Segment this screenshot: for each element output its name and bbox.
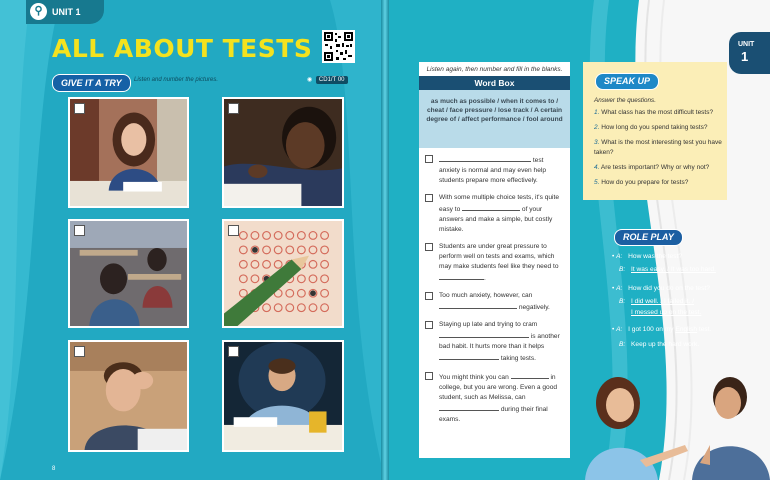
speak-question-2: 2. How long do you spend taking tests? <box>594 124 708 131</box>
picture-checkbox[interactable] <box>74 346 85 357</box>
picture-checkbox[interactable] <box>228 346 239 357</box>
photo-girl-writing <box>70 99 187 206</box>
give-it-a-try-instruction: Listen and number the pictures. <box>134 77 219 83</box>
question-text: What is the most interesting test you have taken? <box>594 139 722 156</box>
item-text: in college, but you are wrong. Even a good student, such as Melissa, can <box>439 374 558 401</box>
photo-student-writing <box>224 99 342 206</box>
line-text: It was easy. / It was too hard. <box>631 266 716 273</box>
item-text: negatively. <box>517 304 550 311</box>
fill-item-3 <box>425 242 566 284</box>
listening-instruction: Listen again, then number and fill in the blanks. <box>426 66 563 73</box>
picture-girl-writing-test <box>68 97 189 208</box>
item-checkbox[interactable] <box>425 321 433 329</box>
book-gutter <box>381 0 389 480</box>
answer-blank[interactable] <box>462 203 520 211</box>
answer-blank[interactable] <box>439 272 484 280</box>
question-text: How do you prepare for tests? <box>601 179 689 186</box>
picture-classroom-students <box>68 219 189 328</box>
speaker-label: B: <box>619 298 626 305</box>
picture-answer-sheet-pencil <box>222 219 344 328</box>
unit-side-word: UNIT <box>738 41 755 48</box>
line-text: How did you do on the test? <box>628 285 710 292</box>
question-text: How long do you spend taking tests? <box>601 124 708 131</box>
answer-blank[interactable] <box>439 154 531 162</box>
fill-item-6 <box>425 371 566 425</box>
answer-blank[interactable] <box>439 352 499 360</box>
item-text: test anxiety is normal and may even help students prepare more effectively. <box>439 157 547 184</box>
audio-track-label: CD1/T 00 <box>316 76 348 84</box>
speak-up-badge: SPEAK UP <box>595 73 659 90</box>
picture-student-writing-closeup <box>222 97 344 208</box>
speak-up-box <box>583 62 727 200</box>
item-checkbox[interactable] <box>425 194 433 202</box>
role-line-1: • A: How was the test? <box>612 253 683 260</box>
role-line-5 <box>631 308 701 318</box>
picture-checkbox[interactable] <box>228 225 239 236</box>
qr-code-icon[interactable] <box>322 30 355 63</box>
item-text: taking tests. <box>499 355 537 362</box>
fill-item-5 <box>425 320 566 364</box>
question-text: What class has the most difficult tests? <box>601 109 714 116</box>
line-text: I got 100 on my <box>628 326 676 333</box>
fill-item-4 <box>425 291 566 313</box>
line-text: I messed up on the test. <box>631 309 702 316</box>
photo-two-students-talking <box>580 365 770 480</box>
unit-side-tab <box>729 32 770 74</box>
role-line-4 <box>619 297 694 307</box>
speak-question-4: 4. Are tests important? Why or why not? <box>594 164 710 171</box>
picture-tired-student-books <box>222 340 344 452</box>
speaker-label: A: <box>616 326 623 333</box>
photo-stressed-boy <box>70 342 187 450</box>
speaker-label: B: <box>619 266 626 273</box>
unit-tab <box>26 0 104 24</box>
item-text: Students are under great pressure to perform well on tests and exams, which may make students feel like they need to <box>439 243 559 270</box>
item-text: is another bad habit. It hurts more than it helps <box>439 333 560 350</box>
fill-item-1 <box>425 154 566 186</box>
item-text: during their final exams. <box>439 406 548 423</box>
fill-in-items <box>425 154 566 432</box>
role-play-badge: ROLE PLAY <box>614 229 683 246</box>
answer-blank[interactable] <box>439 301 517 309</box>
photo-answer-sheet <box>224 221 342 326</box>
item-text: of your answers and make a simple, but costly mistake. <box>439 206 553 233</box>
role-line-7 <box>619 340 699 350</box>
speak-question-5: 5. How do you prepare for tests? <box>594 179 689 186</box>
headphones-icon: ◉ <box>307 77 313 83</box>
page-number: 8 <box>52 466 56 472</box>
item-text: . <box>484 275 486 282</box>
picture-checkbox[interactable] <box>228 103 239 114</box>
question-text: Are tests important? Why or why not? <box>600 164 710 171</box>
picture-checkbox[interactable] <box>74 225 85 236</box>
role-line-2 <box>619 265 716 275</box>
picture-checkbox[interactable] <box>74 103 85 114</box>
speaker-label: B: <box>619 341 626 348</box>
line-text: How was the test? <box>628 253 683 260</box>
item-text: With some multiple choice tests, it's quite easy to <box>439 194 559 213</box>
speaker-label: A: <box>616 253 623 260</box>
word-box-title: Word Box <box>419 76 570 90</box>
unit-side-number: 1 <box>741 49 749 64</box>
item-checkbox[interactable] <box>425 243 433 251</box>
answer-blank[interactable] <box>511 371 549 379</box>
audio-track[interactable] <box>307 76 348 84</box>
line-text: Keep up the hard work. <box>631 341 700 348</box>
item-text: Staying up late and trying to cram <box>439 321 538 328</box>
unit-label: UNIT 1 <box>52 7 81 17</box>
speaker-label: A: <box>616 285 623 292</box>
item-checkbox[interactable] <box>425 372 433 380</box>
item-checkbox[interactable] <box>425 292 433 300</box>
listening-card <box>419 62 570 458</box>
photo-classroom <box>70 221 187 326</box>
speak-up-instruction: Answer the questions. <box>594 97 656 104</box>
line-text-underlined: English <box>675 326 698 333</box>
answer-blank[interactable] <box>439 330 529 338</box>
photo-tired-student <box>224 342 342 450</box>
speak-question-3: 3. What is the most interesting test you have taken? <box>594 139 722 156</box>
line-text: I did well. / I failed it. / <box>631 298 695 305</box>
line-text: test. <box>697 326 712 333</box>
answer-blank[interactable] <box>439 403 499 411</box>
item-text: You might think you can <box>439 374 511 381</box>
speak-question-1: 1. What class has the most difficult tests? <box>594 109 714 116</box>
fill-item-2 <box>425 193 566 235</box>
word-box <box>419 90 570 148</box>
search-icon: ⚲ <box>30 3 47 20</box>
role-line-3: • A: How did you do on the test? <box>612 285 710 292</box>
item-text: Too much anxiety, however, can <box>439 292 533 299</box>
role-line-6: • A: I got 100 on my English test. <box>612 326 712 333</box>
item-checkbox[interactable] <box>425 155 433 163</box>
page-title: ALL ABOUT TESTS <box>52 34 313 63</box>
picture-stressed-boy <box>68 340 189 452</box>
give-it-a-try-badge: GIVE IT A TRY <box>52 74 131 92</box>
word-box-text: as much as possible / when it comes to / cheat / face pressure / lose track / A certain degree of / affect performance / fool around <box>426 98 563 123</box>
